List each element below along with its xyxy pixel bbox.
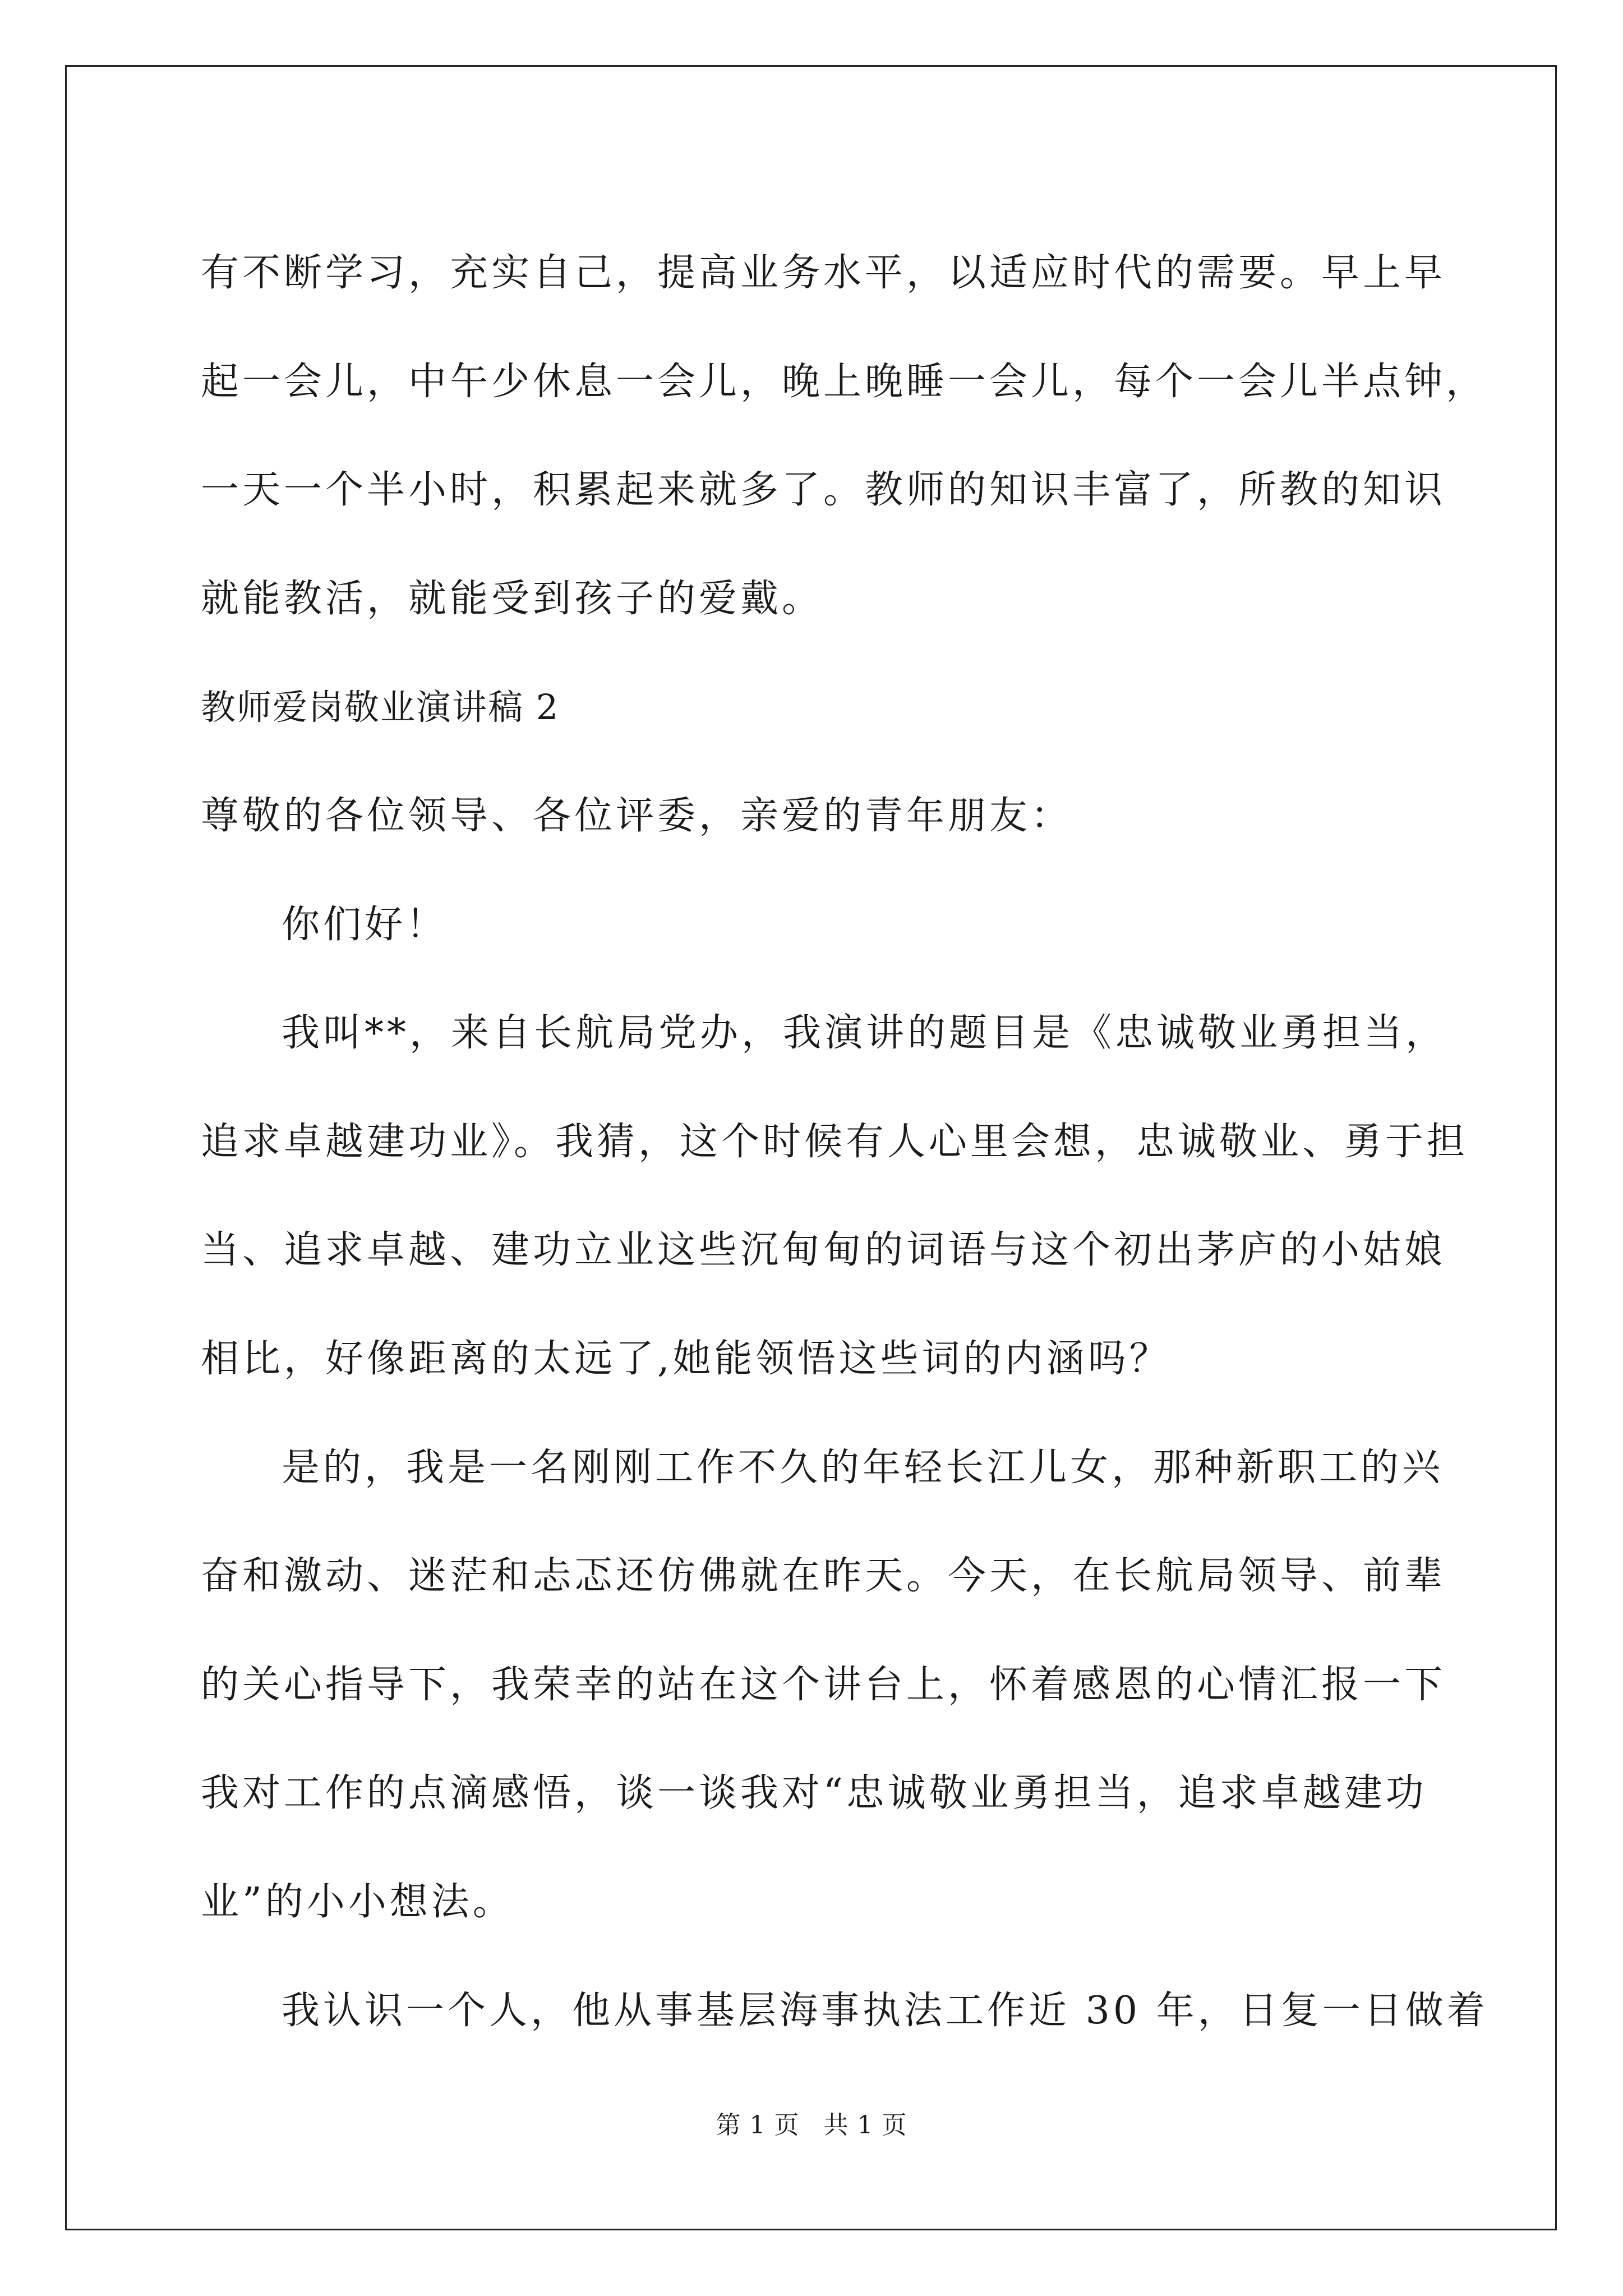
paragraph-line: 一天一个半小时，积累起来就多了。教师的知识丰富了，所教的知识	[201, 468, 1446, 513]
salutation: 尊敬的各位领导、各位评委，亲爱的青年朋友：	[201, 793, 1073, 838]
paragraph-line: 有不断学习，充实自己，提高业务水平，以适应时代的需要。早上早	[201, 251, 1446, 295]
paragraph-line: 起一会儿，中午少休息一会儿，晚上晚睡一会儿，每个一会儿半点钟，	[201, 359, 1488, 404]
paragraph-line: 我对工作的点滴感悟，谈一谈我对“忠诚敬业勇担当，追求卓越建功	[201, 1771, 1427, 1816]
paragraph-line: 奋和激动、迷茫和忐忑还仿佛就在昨天。今天，在长航局领导、前辈	[201, 1554, 1446, 1599]
paragraph-line: 当、追求卓越、建功立业这些沉甸甸的词语与这个初出茅庐的小姑娘	[201, 1228, 1446, 1273]
paragraph-line: 就能教活，就能受到孩子的爱戴。	[201, 576, 824, 621]
page-number: 第 1 页	[716, 2111, 800, 2139]
paragraph-line: 我叫**，来自长航局党办，我演讲的题目是《忠诚敬业勇担当，	[282, 1011, 1447, 1056]
paragraph-line: 追求卓越建功业》。我猜，这个时候有人心里会想，忠诚敬业、勇于担	[201, 1119, 1469, 1164]
page-total: 共 1 页	[823, 2111, 907, 2139]
greeting: 你们好！	[282, 902, 448, 947]
paragraph-line: 是的，我是一名刚刚工作不久的年轻长江儿女，那种新职工的兴	[282, 1445, 1444, 1490]
section-heading: 教师爱岗敬业演讲稿 2	[201, 687, 560, 728]
paragraph-line: 我认识一个人，他从事基层海事执法工作近 30 年，日复一日做着	[282, 1988, 1488, 2033]
paragraph-line: 的关心指导下，我荣幸的站在这个讲台上，怀着感恩的心情汇报一下	[201, 1662, 1446, 1707]
document-body	[201, 219, 1488, 2065]
page-footer	[0, 2105, 1623, 2141]
paragraph-line: 业”的小小想法。	[201, 1879, 514, 1924]
paragraph-line: 相比，好像距离的太远了,她能领悟这些词的内涵吗？	[201, 1336, 1171, 1381]
